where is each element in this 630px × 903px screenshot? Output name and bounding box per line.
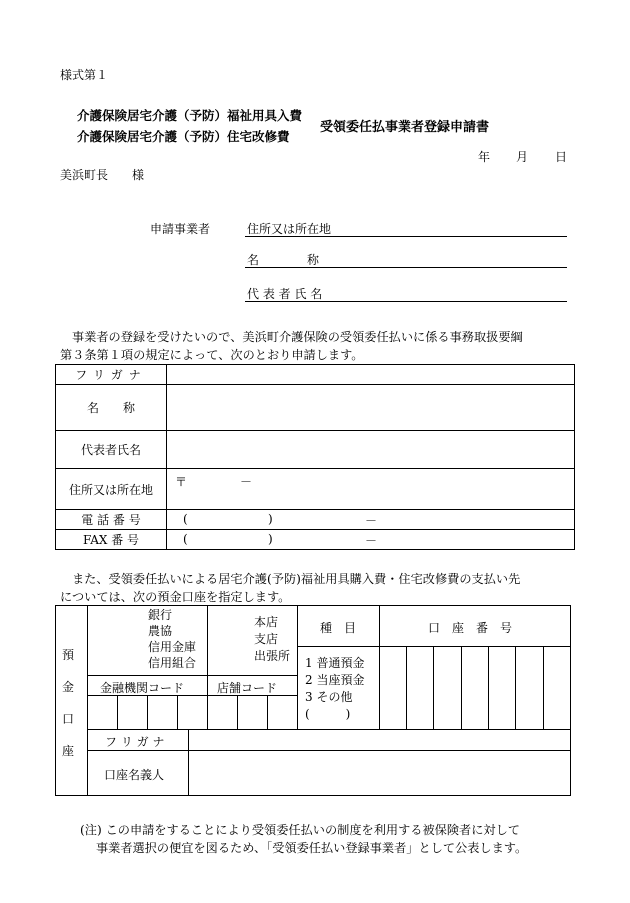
address-label: 住所又は所在地 [56, 469, 167, 510]
account-number-header: 口 座 番 号 [428, 621, 513, 635]
fax-paren-open: ( [183, 532, 188, 546]
addressee: 美浜町長 様 [60, 168, 145, 182]
phone-label: 電 話 番 号 [56, 510, 167, 530]
institution-types [148, 607, 196, 671]
account-types [305, 655, 364, 723]
intro-line-2: 第３条第１項の規定によって、次のとおり申請します。 [60, 348, 364, 362]
fax-label: FAX 番 号 [56, 530, 167, 550]
account-type-savings[interactable]: 1 普通預金 [305, 656, 365, 670]
applicant-address-label: 住所又は所在地 [247, 222, 332, 236]
inst-type-bank: 銀行 [148, 608, 173, 622]
account-type-other[interactable]: 3 その他 [305, 690, 353, 704]
applicant-name-label: 名 称 [247, 253, 320, 267]
branch-type-office: 出張所 [254, 649, 291, 663]
postal-dash: － [240, 475, 253, 489]
intro-line-1: 事業者の登録を受けたいので、美浜町介護保険の受領委任払いに係る事務取扱要綱 [72, 330, 523, 344]
inst-type-nokyo: 農協 [148, 624, 173, 638]
phone-dash: － [365, 514, 378, 528]
date-year: 年 [478, 150, 491, 164]
fax-paren-close: ) [268, 532, 273, 546]
branch-type-main: 本店 [254, 615, 279, 629]
fax-dash: － [365, 534, 378, 548]
side-label-3: 口 [62, 712, 75, 726]
payment-line-2: については、次の預金口座を指定します。 [60, 590, 291, 604]
holder-furigana-field[interactable] [189, 730, 570, 750]
holder-furigana-label: フ リ ガ ナ [105, 735, 165, 749]
document-title: 受領委任払事業者登録申請書 [320, 120, 490, 135]
form-number: 様式第１ [60, 68, 109, 82]
name-label: 名 称 [56, 385, 167, 431]
phone-paren-open: ( [183, 512, 188, 526]
payment-line-1: また、受領委任払いによる居宅介護(予防)福祉用具購入費・住宅改修費の支払い先 [72, 572, 521, 586]
date-day: 日 [555, 150, 568, 164]
postal-mark: 〒 [175, 475, 188, 489]
holder-name-label: 口座名義人 [104, 768, 165, 782]
side-label-4: 座 [62, 744, 75, 758]
furigana-label: フリガナ [56, 365, 167, 385]
date-month: 月 [516, 150, 529, 164]
account-type-checking[interactable]: 2 当座預金 [305, 673, 365, 687]
note-line-1: (注) この申請をすることにより受領委任払いの制度を利用する被保険者に対して [80, 823, 520, 837]
side-label-2: 金 [62, 680, 75, 694]
applicant-label: 申請事業者 [150, 222, 211, 236]
title-line-2: 介護保険居宅介護（予防）住宅改修費 [77, 129, 290, 144]
branch-code-label: 店舗コード [217, 681, 278, 695]
account-type-header: 種 目 [320, 621, 357, 635]
branch-types [254, 614, 290, 665]
inst-code-label: 金融機関コード [100, 681, 185, 695]
side-label-1: 預 [62, 648, 75, 662]
applicant-rep-label: 代 表 者 氏 名 [247, 287, 323, 301]
branch-type-branch: 支店 [254, 632, 279, 646]
inst-type-shinkumi: 信用組合 [148, 656, 197, 670]
phone-paren-close: ) [268, 512, 273, 526]
representative-label: 代表者氏名 [56, 431, 167, 469]
account-type-other-paren: ( ) [305, 707, 351, 721]
holder-name-field[interactable] [189, 751, 570, 795]
note-line-2: 事業者選択の便宜を図るため、「受領委任払い登録事業者」として公表します。 [96, 841, 528, 855]
inst-type-shinkin: 信用金庫 [148, 640, 197, 654]
title-line-1: 介護保険居宅介護（予防）福祉用具入費 [77, 108, 303, 123]
